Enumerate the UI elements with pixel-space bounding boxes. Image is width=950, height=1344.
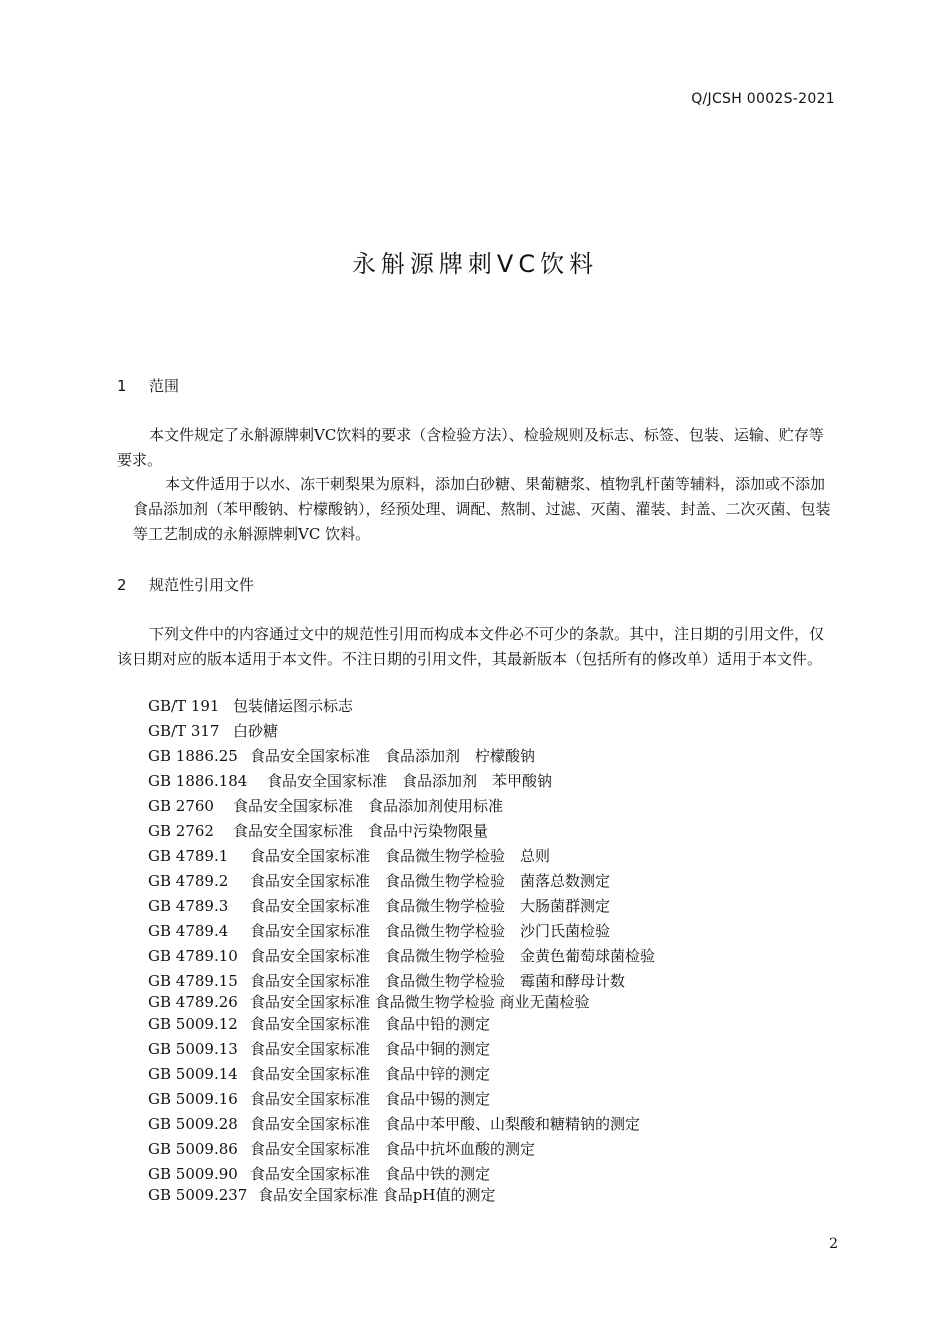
reference-code: GB/T 191 [148,697,220,715]
reference-code: GB 5009.14 [148,1065,238,1083]
reference-item [148,896,610,916]
reference-title: 食品安全国家标准 食品中锡的测定 [250,1090,491,1108]
reference-item [148,946,655,966]
reference-title: 食品安全国家标准 食品微生物学检验 金黄色葡萄球菌检验 [250,947,656,965]
reference-code: GB 4789.15 [148,972,238,990]
reference-code: GB 5009.16 [148,1090,238,1108]
reference-item [148,1064,490,1084]
reference-item [148,771,552,791]
reference-title: 食品安全国家标准 食品微生物学检验 总则 [250,847,551,865]
scope-paragraph-1: 本文件规定了永斛源牌刺VC饮料的要求（含检验方法）、检验规则及标志、标签、包装、运输、贮存等要求。 [117,426,824,469]
reference-code: GB 5009.86 [148,1140,238,1158]
section-number: 1 [117,377,127,395]
references-intro-paragraph: 下列文件中的内容通过文中的规范性引用而构成本文件必不可少的条款。其中，注日期的引用文件，仅该日期对应的版本适用于本文件。不注日期的引用文件，其最新版本（包括所有的修改单）适用于本文件。 [117,625,825,668]
reference-title: 食品安全国家标准 食品添加剂使用标准 [233,797,504,815]
reference-item [148,1185,495,1205]
reference-item [148,992,590,1012]
reference-item [148,1164,490,1184]
scope-paragraph-2: 本文件适用于以水、冻干刺梨果为原料，添加白砂糖、果葡糖浆、植物乳杆菌等辅料，添加或不添加食品添加剂（苯甲酸钠、柠檬酸钠），经预处理、调配、熬制、过滤、灭菌、灌装、封盖、二次灭菌、包装等工艺制成的永斛源牌刺VC 饮料。 [133,475,831,543]
reference-item [148,696,353,716]
section-1-heading [117,375,179,396]
reference-title: 食品安全国家标准 食品中铜的测定 [250,1040,491,1058]
reference-code: GB 4789.10 [148,947,238,965]
reference-title: 食品安全国家标准 食品添加剂 苯甲酸钠 [267,772,553,790]
reference-title: 食品安全国家标准 食品微生物学检验 沙门氏菌检验 [250,922,611,940]
reference-code: GB 2762 [148,822,214,840]
document-title: 永斛源牌刺VC饮料 [351,250,599,278]
reference-item [148,746,535,766]
reference-item [148,971,625,991]
reference-title: 食品安全国家标准 食品微生物学检验 大肠菌群测定 [250,897,611,915]
reference-code: GB 4789.26 [148,993,238,1011]
reference-code: GB 1886.184 [148,772,248,790]
reference-item [148,1114,640,1134]
reference-title: 食品安全国家标准 食品微生物学检验 霉菌和酵母计数 [250,972,626,990]
reference-title: 包装储运图示标志 [233,697,354,715]
reference-code: GB 4789.1 [148,847,229,865]
reference-title: 食品安全国家标准 食品微生物学检验 商业无菌检验 [250,993,590,1011]
section-2-heading [117,574,254,595]
reference-title: 食品安全国家标准 食品中苯甲酸、山梨酸和糖精钠的测定 [250,1115,641,1133]
reference-title: 食品安全国家标准 食品中锌的测定 [250,1065,491,1083]
standard-number: Q/JCSH 0002S-2021 [691,91,835,107]
reference-item [148,721,278,741]
section-title: 范围 [149,377,180,395]
section-number: 2 [117,576,127,594]
reference-item [148,796,503,816]
reference-title: 食品安全国家标准 食品微生物学检验 菌落总数测定 [250,872,611,890]
reference-code: GB 5009.237 [148,1186,248,1204]
reference-title: 食品安全国家标准 食品中铅的测定 [250,1015,491,1033]
page-number: 2 [829,1236,838,1252]
reference-title: 食品安全国家标准 食品中污染物限量 [233,822,489,840]
reference-code: GB 4789.2 [148,872,229,890]
reference-item [148,821,488,841]
reference-item [148,921,610,941]
reference-item [148,1139,535,1159]
reference-item [148,871,610,891]
reference-item [148,1039,490,1059]
reference-code: GB 5009.28 [148,1115,238,1133]
reference-item [148,1014,490,1034]
reference-title: 食品安全国家标准 食品中抗坏血酸的测定 [250,1140,536,1158]
reference-title: 食品安全国家标准 食品中铁的测定 [250,1165,491,1183]
reference-code: GB 5009.12 [148,1015,238,1033]
reference-item [148,846,550,866]
reference-title: 白砂糖 [233,722,279,740]
reference-code: GB 5009.13 [148,1040,238,1058]
reference-title: 食品安全国家标准 食品pH值的测定 [258,1186,496,1204]
reference-code: GB 5009.90 [148,1165,238,1183]
section-title: 规范性引用文件 [149,576,255,594]
reference-item [148,1089,490,1109]
reference-code: GB 4789.4 [148,922,229,940]
reference-title: 食品安全国家标准 食品添加剂 柠檬酸钠 [250,747,536,765]
reference-code: GB 1886.25 [148,747,238,765]
reference-code: GB 4789.3 [148,897,229,915]
reference-code: GB/T 317 [148,722,220,740]
reference-code: GB 2760 [148,797,214,815]
